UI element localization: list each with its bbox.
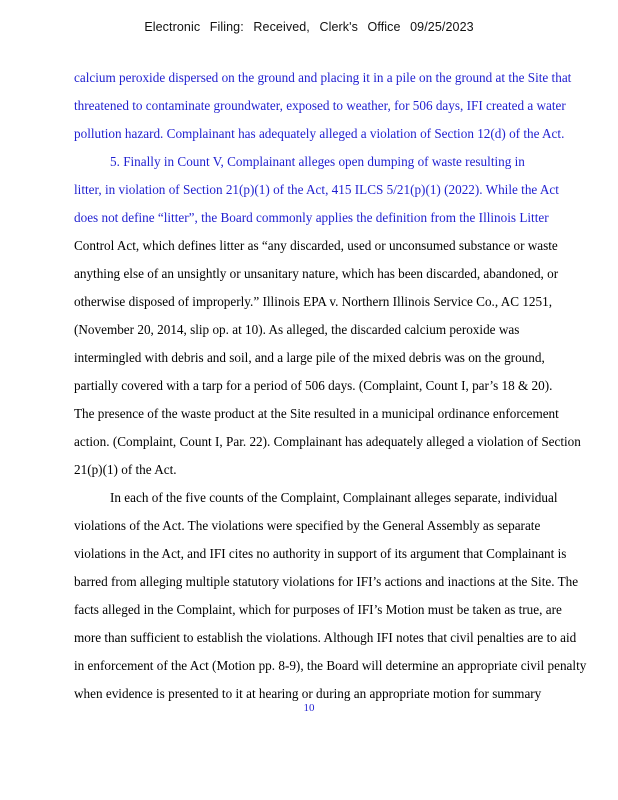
text-line-10: (November 20, 2014, slip op. at 10). As alleged, the discarded calcium peroxide was <box>74 322 520 337</box>
text-line-9: otherwise disposed of improperly.” Illinois EPA v. Northern Illinois Service Co., AC 1251, <box>74 294 552 309</box>
text-line-7: Control Act, which defines litter as “any discarded, used or unconsumed substance or waste <box>74 238 558 253</box>
text-line-20: facts alleged in the Complaint, which for purposes of IFI’s Motion must be taken as true, are <box>74 602 562 617</box>
electronic-filing-stamp: Electronic Filing: Received, Clerk's Office 09/25/2023 <box>144 20 474 34</box>
text-line-6: does not define “litter”, the Board commonly applies the definition from the Illinois Litter <box>74 210 549 225</box>
text-line-15: 21(p)(1) of the Act. <box>74 462 177 477</box>
text-line-11: intermingled with debris and soil, and a large pile of the mixed debris was on the ground, <box>74 350 545 365</box>
text-line-23: when evidence is presented to it at hearing or during an appropriate motion for summary <box>74 686 542 701</box>
paragraph-5-first-line: 5. Finally in Count V, Complainant alleges open dumping of waste resulting in <box>110 154 525 169</box>
text-line-1: calcium peroxide dispersed on the ground and placing it in a pile on the ground at the Site that <box>74 70 572 85</box>
text-line-14: action. (Complaint, Count I, Par. 22). Complainant has adequately alleged a violation of Section <box>74 434 581 449</box>
text-line-18: violations in the Act, and IFI cites no authority in support of its argument that Complainant is <box>74 546 567 561</box>
page-number: 10 <box>303 702 315 714</box>
text-line-3: pollution hazard. Complainant has adequately alleged a violation of Section 12(d) of the Act. <box>74 126 565 141</box>
text-line-19: barred from alleging multiple statutory violations for IFI’s actions and inactions at the Site. The <box>74 574 579 589</box>
text-line-5: litter, in violation of Section 21(p)(1) of the Act, 415 ILCS 5/21(p)(1) (2022). While the Act <box>74 182 559 197</box>
text-line-2: threatened to contaminate groundwater, exposed to weather, for 506 days, IFI created a water <box>74 98 566 113</box>
text-line-12: partially covered with a tarp for a period of 506 days. (Complaint, Count I, par’s 18 & 20). <box>74 378 553 393</box>
text-line-8: anything else of an unsightly or unsanitary nature, which has been discarded, abandoned, or <box>74 266 559 281</box>
text-line-17: violations of the Act. The violations were specified by the General Assembly as separate <box>74 518 541 533</box>
text-line-13: The presence of the waste product at the Site resulted in a municipal ordinance enforcement <box>74 406 559 421</box>
text-line-22: in enforcement of the Act (Motion pp. 8-9), the Board will determine an appropriate civil penalty <box>74 658 587 673</box>
paragraph-counts-first-line: In each of the five counts of the Complaint, Complainant alleges separate, individual <box>110 490 558 505</box>
text-line-21: more than sufficient to establish the violations. Although IFI notes that civil penalties are to aid <box>74 630 577 645</box>
